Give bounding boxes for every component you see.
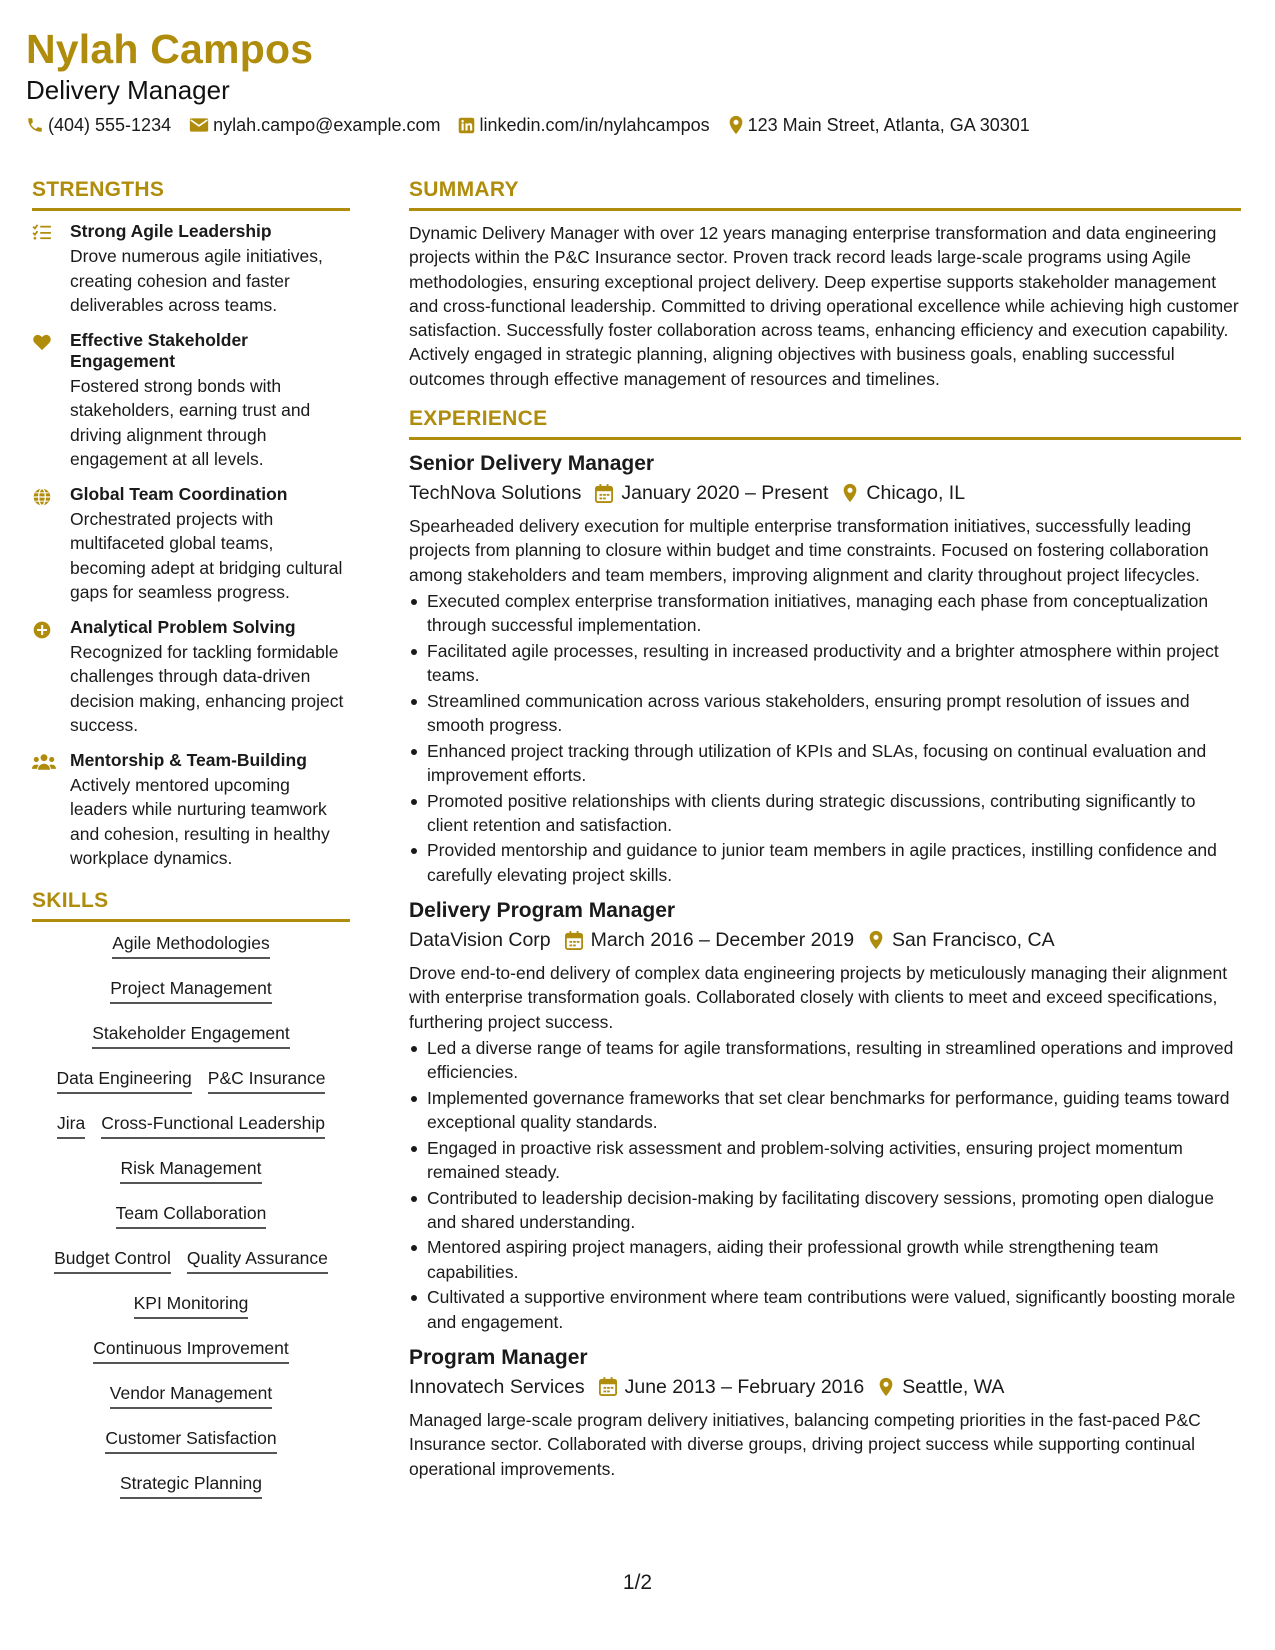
job-dates-text: June 2013 – February 2016 [624,1375,865,1398]
bullet-item: Streamlined communication across various stakeholders, ensuring prompt resolution of issues and smooth progress. [409,689,1241,738]
plus-circle-icon [32,620,52,640]
map-pin-icon [842,483,858,503]
job-desc: Managed large-scale program delivery initiatives, balancing competing priorities in the fast-paced P&C Insurance sector. Collaborated with diverse groups, driving project success while supporting continual operational improvements. [409,1409,1201,1479]
linkedin-icon [458,117,475,134]
strength-title: Effective Stakeholder Engagement [70,329,248,371]
page-number: 1/2 [622,1571,653,1594]
contact-email[interactable] [189,113,440,137]
strength-desc: Actively mentored upcoming leaders while nurturing teamwork and cohesion, resulting in healthy workplace dynamics. [70,774,330,868]
users-icon [32,753,56,771]
skill-tag: Quality Assurance [187,1247,328,1274]
bullet-item: Provided mentorship and guidance to junior team members in agile practices, instilling confidence and carefully elevating project skills. [409,838,1241,887]
job-location [868,925,1055,955]
job-bullets [409,589,1241,887]
job-location-text: Chicago, IL [866,482,966,505]
right-column [409,176,1241,1491]
heart-icon [32,333,52,351]
job-desc: Drove end-to-end delivery of complex data engineering projects by meticulously managing their alignment with enterprise transformation goals. Collaborated closely with clients to meet and exceed specifications, furthering project success. [409,963,1228,1032]
job-title: Program Manager [409,1345,588,1369]
contact-linkedin[interactable] [458,113,709,137]
strength-title: Mentorship & Team-Building [70,749,307,770]
bullet-item: Led a diverse range of teams for agile transformations, resulting in streamlined operations and improved efficiencies. [409,1036,1241,1085]
summary-text: Dynamic Delivery Manager with over 12 years managing enterprise transformation and data engineering projects within the P&C Insurance sector. Proven track record leads large-scale programs using Agile methodologies, ensuring exceptional project delivery. Deep expertise supports stakeholder management and cross-functional leadership. Committed to driving operational excellence while achieving high customer satisfaction. Successfully foster collaboration across teams, enhancing efficiency and execution capability. Actively engaged in strategic planning, aligning objectives with business goals, enabling successful outcomes through effective management of resources and timelines. [409,223,1239,389]
bullet-item: Contributed to leadership decision-making by facilitating discovery sessions, promoting open dialogue and shared understanding. [409,1186,1241,1235]
bullet-item: Cultivated a supportive environment where team contributions were valued, significantly boosting morale and engagement. [409,1285,1241,1334]
skill-tag: Budget Control [54,1247,171,1274]
job-meta [409,478,1241,508]
strength-item [32,330,350,472]
strength-item [32,617,350,738]
bullet-item: Implemented governance frameworks that set clear benchmarks for performance, guiding teams toward exceptional quality standards. [409,1086,1241,1135]
calendar-icon [565,931,583,950]
skill-tag: P&C Insurance [208,1067,326,1094]
job-location-text: San Francisco, CA [892,929,1055,952]
skill-tag: Risk Management [120,1157,261,1184]
job-dates-text: January 2020 – Present [621,482,829,505]
strength-title: Strong Agile Leadership [70,221,272,241]
job-dates [595,478,828,508]
strength-desc: Recognized for tackling formidable challenges through data-driven decision making, enhancing project success. [70,641,344,735]
job-title: Delivery Program Manager [409,899,676,923]
list-check-icon [32,224,52,240]
skill-tag: Continuous Improvement [93,1337,289,1364]
calendar-icon [599,1377,617,1396]
job-location [878,1372,1004,1402]
skill-tag: Project Management [110,977,271,1004]
job-company: DataVision Corp [409,929,551,952]
map-pin-icon [728,115,744,135]
skill-tag: Team Collaboration [116,1202,267,1229]
job-entry [409,450,1241,887]
bullet-item: Promoted positive relationships with clients during strategic discussions, contributing significantly to client retention and satisfaction. [409,789,1241,838]
skill-tag: Jira [57,1112,85,1139]
envelope-icon [189,117,209,133]
skill-tag: Agile Methodologies [112,932,270,959]
job-company: Innovatech Services [409,1375,585,1398]
calendar-icon [595,484,613,503]
skills-heading: SKILLS [32,887,350,922]
map-pin-icon [868,930,884,950]
summary-heading: SUMMARY [409,176,1241,211]
job-desc: Spearheaded delivery execution for multiple enterprise transformation initiatives, successfully leading projects from planning to closure within budget and time constraints. Focused on fostering collaboration among stakeholders and team members, improving alignment and clarity throughout project lifecycles. [409,516,1209,585]
job-company: TechNova Solutions [409,482,582,505]
strength-desc: Drove numerous agile initiatives, creating cohesion and faster deliverables across teams. [70,246,323,315]
skill-tag: Data Engineering [57,1067,192,1094]
phone-text: (404) 555-1234 [48,115,172,135]
left-column [32,176,350,1517]
strength-title: Analytical Problem Solving [70,616,296,637]
job-entry [409,1344,1241,1481]
strengths-heading: STRENGTHS [32,176,350,211]
map-pin-icon [878,1377,894,1397]
skill-tag: KPI Monitoring [134,1292,249,1319]
globe-icon [32,487,52,507]
skill-tag: Stakeholder Engagement [92,1022,290,1049]
strength-title: Global Team Coordination [70,483,288,504]
skill-tag: Vendor Management [110,1382,272,1409]
experience-heading: EXPERIENCE [409,405,1241,440]
contact-bar [26,113,1048,137]
candidate-name: Nylah Campos [26,26,314,72]
skill-tag: Strategic Planning [120,1472,262,1499]
job-dates [599,1372,865,1402]
bullet-item: Executed complex enterprise transformation initiatives, managing each phase from conceptualization through successful implementation. [409,589,1241,638]
job-meta [409,925,1241,955]
job-location [842,478,965,508]
strength-desc: Fostered strong bonds with stakeholders, earning trust and driving alignment through engagement at all levels. [70,375,311,469]
job-entry [409,897,1241,1334]
contact-phone [26,113,171,137]
job-title: Senior Delivery Manager [409,452,655,476]
job-location-text: Seattle, WA [902,1375,1005,1398]
bullet-item: Enhanced project tracking through utilization of KPIs and SLAs, focusing on continual evaluation and improvement efforts. [409,739,1241,788]
strength-item [32,221,350,318]
email-text: nylah.campo@example.com [213,115,441,135]
job-dates [565,925,854,955]
job-dates-text: March 2016 – December 2019 [590,929,855,952]
bullet-item: Facilitated agile processes, resulting in increased productivity and a brighter atmosphere within project teams. [409,639,1241,688]
job-bullets [409,1036,1241,1334]
strength-item [32,750,350,871]
bullet-item: Engaged in proactive risk assessment and problem-solving activities, ensuring project momentum remained steady. [409,1136,1241,1185]
skill-tag: Cross-Functional Leadership [101,1112,325,1139]
strength-item [32,484,350,605]
strength-desc: Orchestrated projects with multifaceted global teams, becoming adept at bridging cultural gaps for seamless progress. [70,508,343,602]
linkedin-text: linkedin.com/in/nylahcampos [479,115,710,135]
candidate-title: Delivery Manager [26,75,230,105]
bullet-item: Mentored aspiring project managers, aiding their professional growth while strengthening team capabilities. [409,1235,1241,1284]
contact-address [728,113,1030,137]
job-meta [409,1372,1241,1402]
skills-list [32,932,350,1517]
address-text: 123 Main Street, Atlanta, GA 30301 [747,115,1030,135]
phone-icon [26,116,44,134]
skill-tag: Customer Satisfaction [105,1427,276,1454]
